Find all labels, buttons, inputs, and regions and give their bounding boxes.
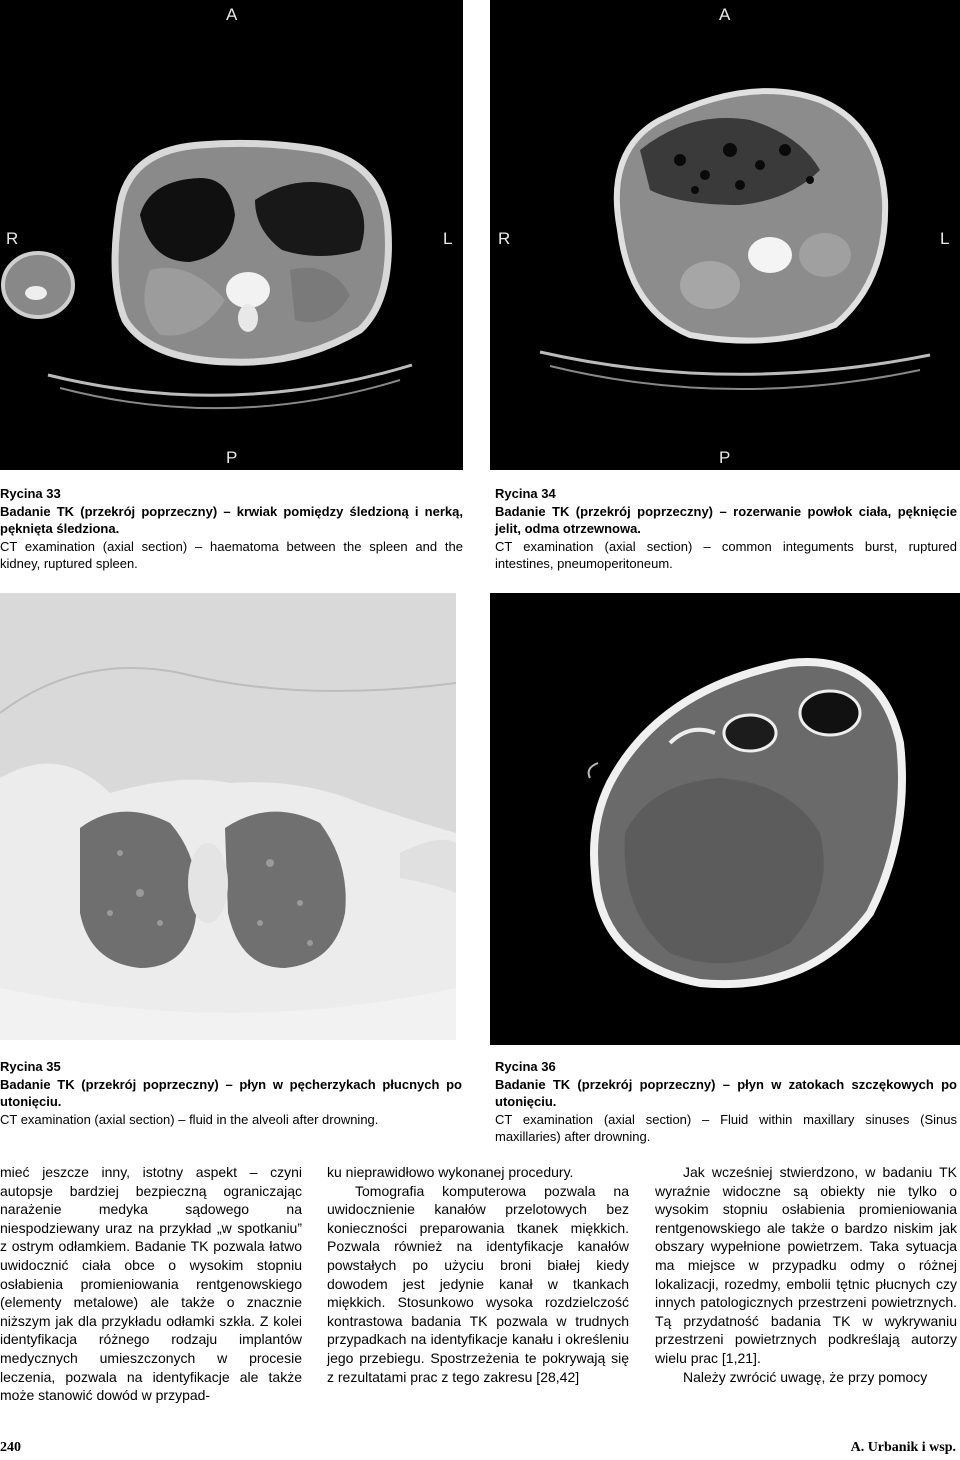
caption-label: Rycina 34 [495,486,556,501]
caption-label: Rycina 36 [495,1059,556,1074]
ct-image-rycina-35 [0,593,456,1040]
caption-rycina-34 [495,485,957,573]
ct-image-rycina-34 [490,0,960,470]
caption-english: CT examination (axial section) – common integuments burst, ruptured intestines, pneumoperitoneum. [495,538,957,571]
orient-posterior-34: P [719,448,731,467]
caption-polish: Badanie TK (przekrój poprzeczny) – rozerwanie powłok ciała, pęknięcie jelit, odma otrzewnowa. [495,503,957,536]
orient-anterior-33: A [226,5,238,24]
caption-english: CT examination (axial section) – haematoma between the spleen and the kidney, ruptured spleen. [0,538,463,571]
caption-english: CT examination (axial section) – fluid in the alveoli after drowning. [0,1111,379,1127]
body-paragraph: Należy zwrócić uwagę, że przy pomocy [683,1368,928,1385]
body-paragraph: mieć jeszcze inny, istotny aspekt – czyni autopsje bardziej bezpieczną ograniczając narażenie medyka sądowego na niespodziewany uraz na przykład „w spotkaniu” z ostrym odłamkiem. Badanie TK pozwala łatwo uwidocznić ciała obce o wysokim stopniu osłabienia promieniowania rentgenowskiego (elementy metalowe) ale także o znacznie niższym jak dla przykładu odłamki szkła. Z kolei identyfikacja różnego rodzaju implantów medycznych umieszczonych w procesie leczenia, pozwala na identyfikacje ale także może stanowić dowód w przypad- [0,1164,302,1404]
ct-chest-lungs-graphic [0,593,456,1040]
caption-english: CT examination (axial section) – Fluid within maxillary sinuses (Sinus maxillaries) after drowning. [495,1111,957,1144]
caption-polish: Badanie TK (przekrój poprzeczny) – krwiak pomiędzy śledzioną i nerką, pęknięta śledziona. [0,503,463,536]
orient-right-34: R [498,229,511,248]
orient-left-34: L [940,229,950,248]
orient-left-33: L [443,229,453,248]
orient-anterior-34: A [719,5,731,24]
caption-polish: Badanie TK (przekrój poprzeczny) – płyn w zatokach szczękowych po utonięciu. [495,1076,957,1109]
caption-rycina-33 [0,485,463,573]
body-paragraph: Jak wcześniej stwierdzono, w badaniu TK wyraźnie widoczne są obiekty nie tylko o wysokim stopniu osłabienia promieniowania rentgenowskiego ale także o bardzo niskim jak obszary wypełnione powietrzem. Taka sytuacja ma miejsce w przypadku odmy o różnej lokalizacji, rozedmy, embolii tętnic płucnych czy innych patologicznych przestrzeni powietrznych. Tą przydatność badania TK w wykrywaniu przestrzeni powietrznych podkreślają autorzy wielu prac [1,21]. [655,1164,957,1366]
caption-polish: Badanie TK (przekrój poprzeczny) – płyn w pęcherzykach płucnych po utonięciu. [0,1076,462,1109]
caption-rycina-35 [0,1058,462,1128]
body-column-3 [655,1163,957,1386]
ct-abdomen-burst-graphic [490,0,960,470]
body-column-2 [327,1163,629,1386]
ct-image-rycina-36 [490,593,960,1045]
body-column-1 [0,1163,302,1405]
running-author: A. Urbanik i wsp. [850,1440,956,1455]
orient-right-33: R [6,229,19,248]
body-paragraph: Tomografia komputerowa pozwala na uwidocznienie kanałów przelotowych bez konieczności preparowania tkanek miękkich. Pozwala również na identyfikacje kanałów powstałych po użyciu broni białej kiedy dowodem jest jedynie kanał w tkankach miękkich. Stosunkowo wysoka rozdzielczość kontrastowa badania TK pozwala w trudnych przypadkach na identyfikacje kanału i określeniu jego przebiegu. Spostrzeżenia te pokrywają się z rezultatami prac z tego zakresu [28,42] [327,1182,629,1385]
ct-abdomen-haematoma-graphic [0,0,463,470]
caption-rycina-36 [495,1058,957,1146]
ct-head-sinuses-graphic [490,593,960,1045]
page-number: 240 [0,1440,21,1455]
caption-label: Rycina 35 [0,1059,61,1074]
body-paragraph: ku nieprawidłowo wykonanej procedury. [327,1164,574,1180]
ct-image-rycina-33 [0,0,463,470]
caption-label: Rycina 33 [0,486,61,501]
orient-posterior-33: P [226,448,238,467]
